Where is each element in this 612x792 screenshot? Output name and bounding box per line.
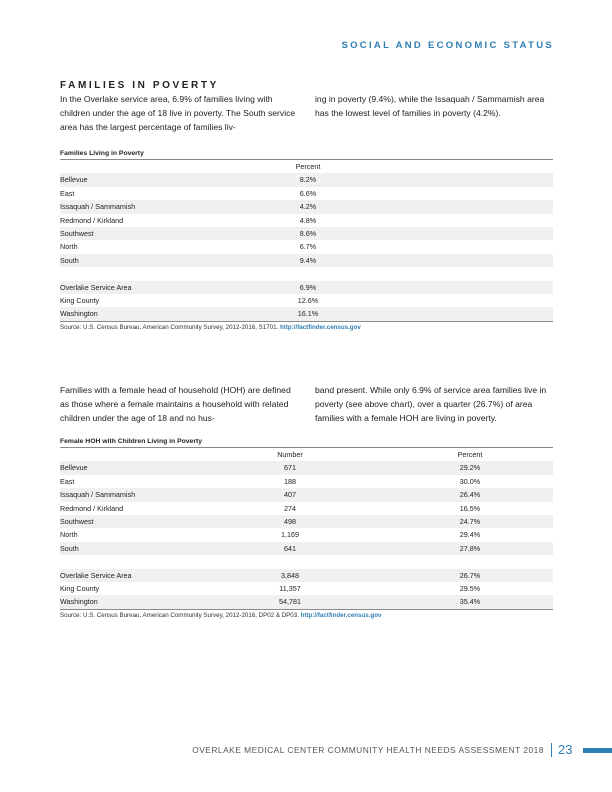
table-row: Issaquah / Sammamish 4.2% <box>60 200 553 213</box>
col-header-percent: Percent <box>295 162 321 171</box>
families-poverty-table <box>60 148 553 331</box>
intro-col-2: ing in poverty (9.4%), while the Issaquah / Sammamish area has the lowest level of families in poverty (4.2%). <box>315 94 545 118</box>
table-row: Overlake Service Area 6.9% <box>60 281 553 294</box>
table-row: South 9.4% <box>60 254 553 267</box>
hoh-text <box>60 383 553 425</box>
table-row: North 1,169 29.4% <box>60 530 481 540</box>
table-row: Washington 54,781 35.4% <box>60 595 553 608</box>
table-row: East 188 30.0% <box>60 476 481 486</box>
intro-col-1: In the Overlake service area, 6.9% of families living with children under the age of 18 live in poverty. The South service area has the largest percentage of families liv- <box>60 94 296 132</box>
table-row: Redmond / Kirkland 274 16.5% <box>60 503 481 513</box>
footer-divider <box>551 743 552 757</box>
source-link[interactable]: http://factfinder.census.gov <box>280 323 361 331</box>
table-row: Bellevue 671 29.2% <box>60 461 553 474</box>
table-row: South 641 27.8% <box>60 542 553 555</box>
table-caption: Families Living in Poverty <box>60 150 144 157</box>
hoh-col-1: Families with a female head of household (HOH) are defined as those where a female maintains a household with related children under the age of 18 and no hus- <box>60 385 291 423</box>
table-row-spacer <box>60 267 553 280</box>
table-row: East 6.6% <box>60 188 317 198</box>
page-number: 23 <box>558 742 573 757</box>
source-link[interactable]: http://factfinder.census.gov <box>300 611 382 619</box>
table-caption: Female HOH with Children Living in Poverty <box>60 438 203 445</box>
table-header-row <box>60 160 553 173</box>
table-header-row <box>60 448 553 461</box>
section-header: SOCIAL AND ECONOMIC STATUS <box>341 40 554 51</box>
table-row-spacer <box>60 555 553 568</box>
intro-text <box>60 92 553 134</box>
table-source: Source: U.S. Census Bureau, American Community Survey, 2012-2016, DP02 & DP03. http://factfinder.census.gov <box>60 611 382 619</box>
section-title: FAMILIES IN POVERTY <box>60 80 219 91</box>
table-row: Issaquah / Sammamish 407 26.4% <box>60 488 553 501</box>
footer-accent-bar <box>583 748 612 753</box>
table-row: Southwest 498 24.7% <box>60 515 553 528</box>
table-row: North 6.7% <box>60 242 317 252</box>
table-row: Washington 16.1% <box>60 307 553 320</box>
table-row: Redmond / Kirkland 4.8% <box>60 215 317 225</box>
hoh-col-2: band present. While only 6.9% of service area families live in poverty (see above chart), over a quarter (26.7%) of area families with a female HOH are living in poverty. <box>315 385 547 423</box>
table-bottom-rule <box>60 321 553 322</box>
table-row: Overlake Service Area 3,848 26.7% <box>60 569 553 582</box>
table-row: Bellevue 8.2% <box>60 173 553 186</box>
table-row: King County 12.6% <box>60 295 319 305</box>
table-row: King County 11,357 29.5% <box>60 583 481 593</box>
table-bottom-rule <box>60 609 553 610</box>
table-row: Southwest 8.6% <box>60 227 553 240</box>
female-hoh-table <box>60 436 553 619</box>
col-header-number: Number <box>277 450 303 459</box>
table-source: Source: U.S. Census Bureau, American Community Survey, 2012-2016, S1701. http://factfinder.census.gov <box>60 323 361 331</box>
footer-title: OVERLAKE MEDICAL CENTER COMMUNITY HEALTH NEEDS ASSESSMENT 2018 <box>192 745 544 755</box>
col-header-percent: Percent <box>457 450 483 459</box>
